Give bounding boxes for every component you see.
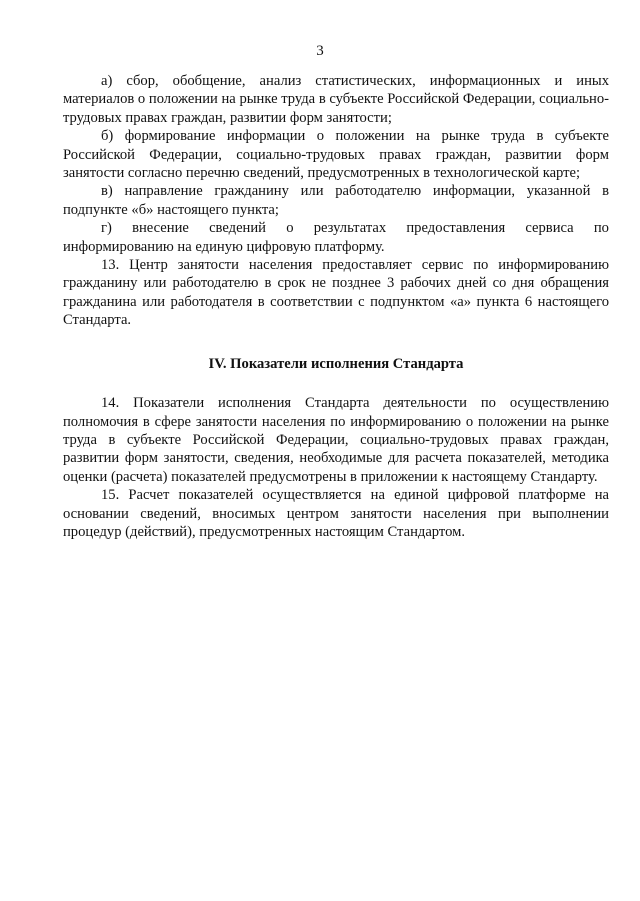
paragraph-g-word: внесение (132, 220, 189, 237)
paragraph-15: 15. Расчет показателей осуществляется на единой цифровой платформе на основании сведений, вносимых центром занятости населения при выполнении процедур (действий), предусмотренных настоящим Стандартом. (63, 487, 609, 540)
paragraph-13: 13. Центр занятости населения предоставляет сервис по информированию гражданину или работодателю в срок не позднее 3 рабочих дней со дня обращения гражданина или работодателя в соответствии с подпунктом «а» пункта 6 настоящего Стандарта. (63, 257, 609, 329)
paragraph-g-word: по (593, 220, 609, 237)
paragraph-g (63, 219, 609, 256)
document-body (63, 72, 609, 541)
paragraph-v: в) направление гражданину или работодателю информации, указанной в подпункте «б» настоящего пункта; (63, 183, 609, 218)
paragraph-g-first-line (63, 219, 609, 237)
section-title: IV. Показатели исполнения Стандарта (208, 355, 464, 372)
paragraph-g-word: результатах (313, 220, 387, 237)
paragraph-14: 14. Показатели исполнения Стандарта деятельности по осуществлению полномочия в сфере занятости населения по информированию о положении на рынке труда в субъекте Российской Федерации, социально-трудовых правах граждан, развитии форм занятости, сведения, необходимые для расчета показателей, методика оценки (расчета) показателей предусмотрены в приложении к настоящему Стандарту. (63, 395, 609, 485)
paragraph-g-word: сведений (209, 220, 266, 237)
paragraph-g-word: о (286, 220, 294, 237)
paragraph-a: а) сбор, обобщение, анализ статистических, информационных и иных материалов о положении на рынке труда в субъекте Российской Федерации, социально-трудовых правах граждан, развитии форм занятости; (63, 73, 609, 126)
page-number: 3 (316, 43, 324, 59)
paragraph-b: б) формирование информации о положении на рынке труда в субъекте Российской Федерации, социально-трудовых правах граждан, развитии форм занятости согласно перечню сведений, предусмотренных в технологической карте; (63, 128, 609, 182)
paragraph-g-word: сервиса (525, 220, 574, 237)
paragraph-g-continuation: информированию на единую цифровую платформу. (63, 238, 385, 255)
paragraph-g-word: предоставления (406, 220, 506, 237)
paragraph-g-word: г) (101, 220, 112, 237)
